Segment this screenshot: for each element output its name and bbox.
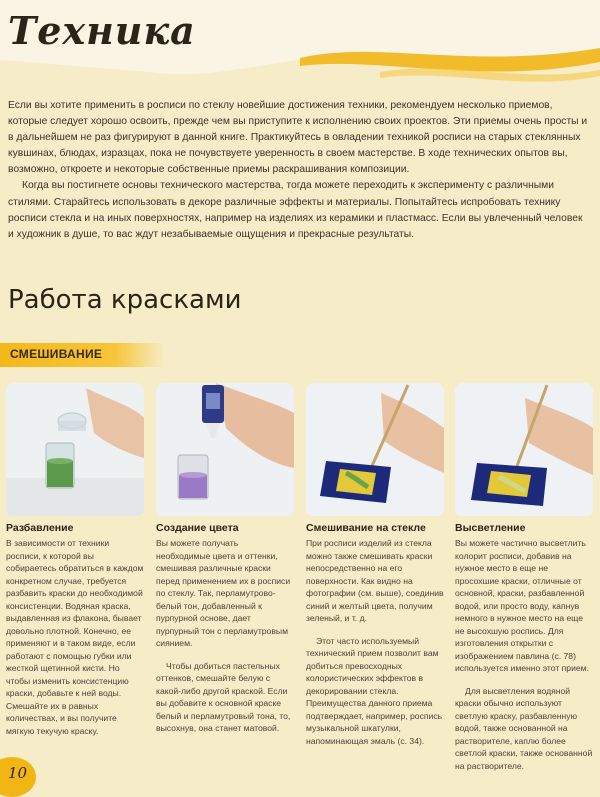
badge-label: СМЕШИВАНИЕ: [10, 347, 103, 361]
column-title: Смешивание на стекле: [306, 522, 426, 534]
column-paragraph: При росписи изделий из стекла можно также смешивать краски непосредственно на его поверхности. Как видно на фотографии (см. выше), соединив синий и желтый цвета, получим зеленый, и т. д.: [306, 538, 444, 623]
page-number: 10: [8, 764, 28, 782]
column-title: Создание цвета: [156, 522, 239, 534]
intro-text: [8, 98, 588, 243]
page-title: Техника: [8, 8, 196, 53]
column-lightening: [455, 522, 593, 772]
column-title: Разбавление: [6, 522, 74, 534]
intro-paragraph: Если вы хотите применить в росписи по стеклу новейшие достижения техники, рекомендуем несколько приемов, которые следует хорошо освоить, прежде чем вы приступите к исполнению своих проектов. Эти приемы очень просты и в дальнейшем не раз фигурируют в данной книге. Практикуйтесь в овладении техникой росписи на старых стеклянных кувшинах, блюдах, изразцах, пока не почувствуете уверенность в своем мастерстве. В ходе технических опытов вы, возможно, откроете и некоторые собственные приемы раскрашивания композиции.: [8, 100, 588, 176]
photo-dilution: [6, 383, 144, 516]
section-title: Работа красками: [8, 285, 242, 315]
column-title: Высветление: [455, 522, 526, 534]
column-dilution: [6, 522, 144, 737]
photo-mixing-on-glass: [306, 383, 444, 516]
column-mixing-on-glass: [306, 522, 444, 747]
column-paragraph: Чтобы добиться пастельных оттенков, смешайте белую с какой-либо другой краской. Если вы добавите к основной краске белый и перламутровый тона, то, высохнув, она станет матовой.: [156, 660, 291, 733]
column-paragraph: В зависимости от техники росписи, к которой вы собираетесь обратиться в каждом конкретном случае, требуется разбавить краски до необходимой консистенции. Водяная краска, выдавленная из флакона, бывает довольно плотной. Конечно, ее применяют и в таком виде, если работают с помощью губки или жесткой щетинной кисти. Но чтобы изменить консистенцию краски, добавьте к ней воды. Смешайте их в равных количествах, и вы получите мягкую текучую краску.: [6, 538, 144, 736]
column-creating-color: [156, 522, 294, 735]
intro-paragraph: Когда вы постигнете основы технического мастерства, тогда можете переходить к эксперименту с различными стилями. Старайтесь использовать в декоре различные эффекты и материалы. Попытайтесь испробовать технику росписи стекла и на иных поверхностях, например на изделиях из керамики и пластмасс. Если вы увлеченный человек и художник в душе, то вас ждут незабываемые ощущения и прекрасные результаты.: [8, 180, 583, 240]
photo-lightening: [455, 383, 593, 516]
column-paragraph: Вы можете получать необходимые цвета и оттенки, смешивая различные краски перед применением их в росписи по стеклу. Так, перламутрово-белый тон, добавленный к пурпурной основе, дает пурпурный тон с перламутровым сиянием.: [156, 538, 291, 648]
photo-creating-color: [156, 383, 294, 516]
column-paragraph: Вы можете частично высветлить колорит росписи, добавив на нужное место в еще не просохшие краски, отличные от основной, краски, разбавленной водой, или просто воду, капнув немного в нужное место на еще не высохшую роспись. Для изготовления открытки с изображением павлина (с. 78) используется именно этот прием.: [455, 538, 589, 673]
column-paragraph: Этот часто используемый технический прием позволит вам добиться превосходных колористических эффектов в декорировании стекла. Преимущества данного приема подтверждает, например, роспись музыкальной шкатулки, напоминающая эмаль (с. 34).: [306, 635, 443, 746]
section-badge: [0, 343, 165, 367]
column-paragraph: Для высветления водяной краски обычно используют светлую краску, разбавленную водой, также основанной на растворителе, каплю более светлой краски, также основанной на растворителе.: [455, 685, 593, 771]
